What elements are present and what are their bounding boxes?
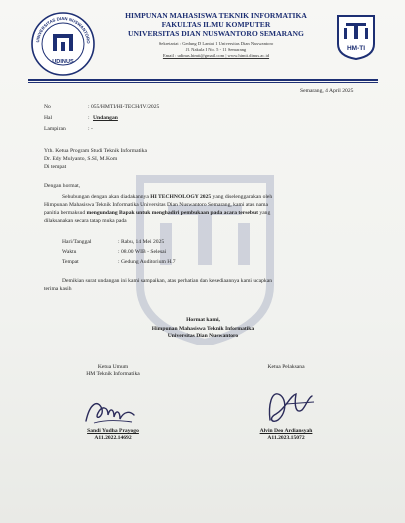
p1-line-1: Sehubungan dengan akan diadakannya HI TECHNOLOGY 2025 yang diselenggarakan oleh <box>62 194 273 200</box>
hal-label: Hal <box>44 115 53 121</box>
right-signatory-role <box>236 364 336 371</box>
contact-line: Email : udinus.himti@gmail.com | www.himti.dinus.ac.id <box>162 53 270 58</box>
left-signatory-id: A11.2022.14692 <box>94 435 132 441</box>
time-value: : 08.00 WIB - Selesai <box>118 249 167 255</box>
svg-text:HM-TI: HM-TI <box>346 45 366 52</box>
org-name: HIMPUNAN MAHASISWA TEKNIK INFORMATIKA <box>125 11 307 20</box>
address-line: Jl. Nakula I No. 5 - 11 Semarang <box>185 47 247 52</box>
regards-text: Hormat kami, <box>186 317 220 323</box>
left-signature <box>80 393 140 429</box>
hmti-logo <box>334 14 378 60</box>
p1-line-4: dilaksanakan secara tatap muka pada <box>44 218 127 224</box>
right-signatory-name-block <box>236 428 336 442</box>
secretariat-line: Sekretariat : Gedung D Lantai 1 Universitas Dian Nuswantoro <box>158 41 274 46</box>
p1-line-2: Himpunan Mahasiswa Teknik Informatika Universitas Dian Nuswantoro Semarang, kami atas nama <box>44 202 268 208</box>
day-label: Hari/Tanggal <box>62 239 92 245</box>
faculty-name: FAKULTAS ILMU KOMPUTER <box>161 20 271 29</box>
place-label: Tempat <box>62 259 79 265</box>
left-signatory-name-block <box>63 428 163 442</box>
svg-text:UDINUS: UDINUS <box>52 59 74 65</box>
time-label: Waktu <box>62 249 77 255</box>
sign-org-line-1: Himpunan Mahasiswa Teknik Informatika <box>151 326 255 332</box>
right-signatory-id: A11.2023.15072 <box>267 435 305 441</box>
closing-line-1: Demikian surat undangan ini kami sampaikan, atas perhatian dan kesediaannya kami ucapkan <box>62 278 273 284</box>
closing-paragraph <box>44 277 272 293</box>
left-role-line-2: HM Teknik Informatika <box>86 371 140 377</box>
letterhead <box>100 11 332 59</box>
place-value: : Gedung Auditorium H.7 <box>118 259 176 265</box>
regards-block <box>103 317 303 340</box>
no-label: No <box>44 104 51 110</box>
recipient-line-3: Di tempat <box>44 164 67 170</box>
lampiran-value: : - <box>88 126 93 132</box>
letter-date: Semarang, 4 April 2025 <box>300 88 354 94</box>
p1-line-3: panitia bermaksud mengundang Bapak untuk menghadiri pembukaan pada acara tersebut yang <box>44 210 271 216</box>
no-value: : 055/HMTI/HI-TECH/IV/2025 <box>88 104 160 110</box>
hal-value: Undangan <box>93 115 118 121</box>
closing-line-2: terima kasih <box>44 286 72 292</box>
svg-text:UNIVERSITAS DIAN NUSWANTORO: UNIVERSITAS DIAN NUSWANTORO <box>35 15 92 44</box>
recipient-line-2: Dr. Edy Mulyanto, S.SI, M.Kom <box>44 156 118 162</box>
body-paragraph-1 <box>44 193 272 225</box>
header-rule-thin <box>28 82 378 83</box>
greeting: Dengan hormat, <box>44 183 81 189</box>
university-seal-logo <box>30 11 96 77</box>
left-signatory-name: Sandi Yudha Prayogo <box>87 428 139 434</box>
right-role-line: Ketua Pelaksana <box>267 364 305 370</box>
sign-org-line-2: Universitas Dian Nuswantoro <box>167 333 239 339</box>
header-rule-thick <box>28 79 378 81</box>
university-name: UNIVERSITAS DIAN NUSWANTORO SEMARANG <box>128 29 304 38</box>
right-signatory-name: Alvin Deo Ardiansyah <box>259 428 313 434</box>
lampiran-label: Lampiran <box>44 126 66 132</box>
right-signature <box>256 384 322 430</box>
hal-colon: : <box>88 115 90 121</box>
recipient-line-1: Yth. Ketua Program Studi Teknik Informatika <box>44 148 147 154</box>
left-role-line-1: Ketua Umum <box>97 364 129 370</box>
left-signatory-role <box>63 364 163 378</box>
day-value: : Rabu, 14 Mei 2025 <box>118 239 165 245</box>
